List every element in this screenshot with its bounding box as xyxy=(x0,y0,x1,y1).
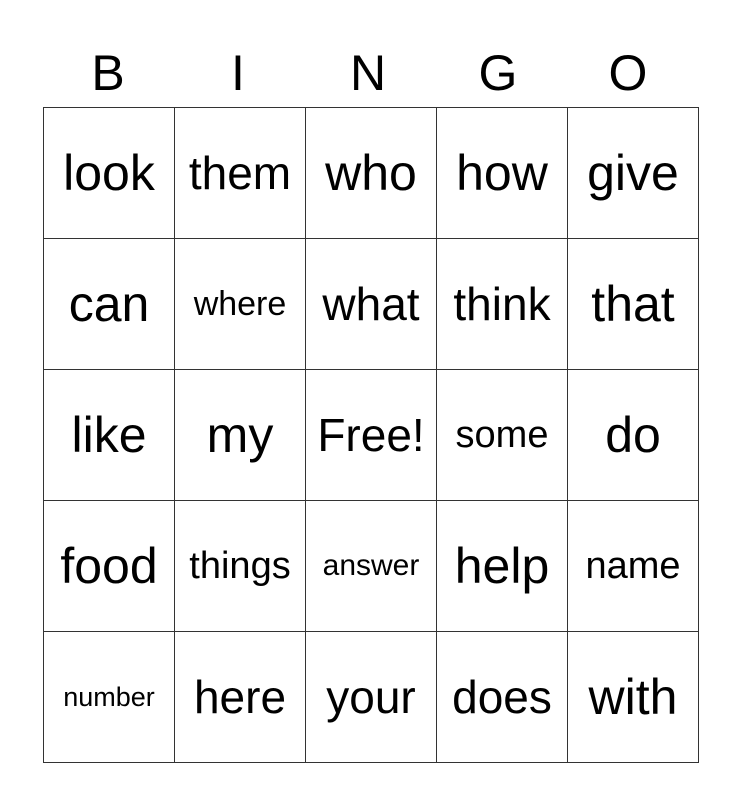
header-letter-o: O xyxy=(608,45,648,101)
bingo-cell: name xyxy=(568,501,699,632)
bingo-cell: how xyxy=(437,108,568,239)
board-row xyxy=(44,239,699,370)
bingo-cell: look xyxy=(44,108,175,239)
bingo-cell: your xyxy=(306,632,437,763)
bingo-cell: help xyxy=(437,501,568,632)
bingo-cell: them xyxy=(175,108,306,239)
header-letter-b: B xyxy=(91,45,125,101)
bingo-cell: give xyxy=(568,108,699,239)
bingo-board xyxy=(43,107,699,763)
bingo-cell: think xyxy=(437,239,568,370)
bingo-cell: does xyxy=(437,632,568,763)
board-row xyxy=(44,632,699,763)
bingo-cell: where xyxy=(175,239,306,370)
bingo-cell: can xyxy=(44,239,175,370)
board-row xyxy=(44,370,699,501)
bingo-cell: things xyxy=(175,501,306,632)
header-letter-i: I xyxy=(231,45,245,101)
bingo-cell: number xyxy=(44,632,175,763)
bingo-cell: what xyxy=(306,239,437,370)
bingo-header xyxy=(43,42,693,104)
bingo-cell: with xyxy=(568,632,699,763)
bingo-cell: like xyxy=(44,370,175,501)
bingo-cell: that xyxy=(568,239,699,370)
board-row xyxy=(44,501,699,632)
bingo-cell: here xyxy=(175,632,306,763)
bingo-cell: some xyxy=(437,370,568,501)
free-space-cell: Free! xyxy=(306,370,437,501)
bingo-cell: do xyxy=(568,370,699,501)
header-letter-n: N xyxy=(349,45,387,101)
bingo-cell: my xyxy=(175,370,306,501)
bingo-cell: food xyxy=(44,501,175,632)
board-row xyxy=(44,108,699,239)
bingo-cell: answer xyxy=(306,501,437,632)
bingo-cell: who xyxy=(306,108,437,239)
header-letter-g: G xyxy=(478,45,518,101)
